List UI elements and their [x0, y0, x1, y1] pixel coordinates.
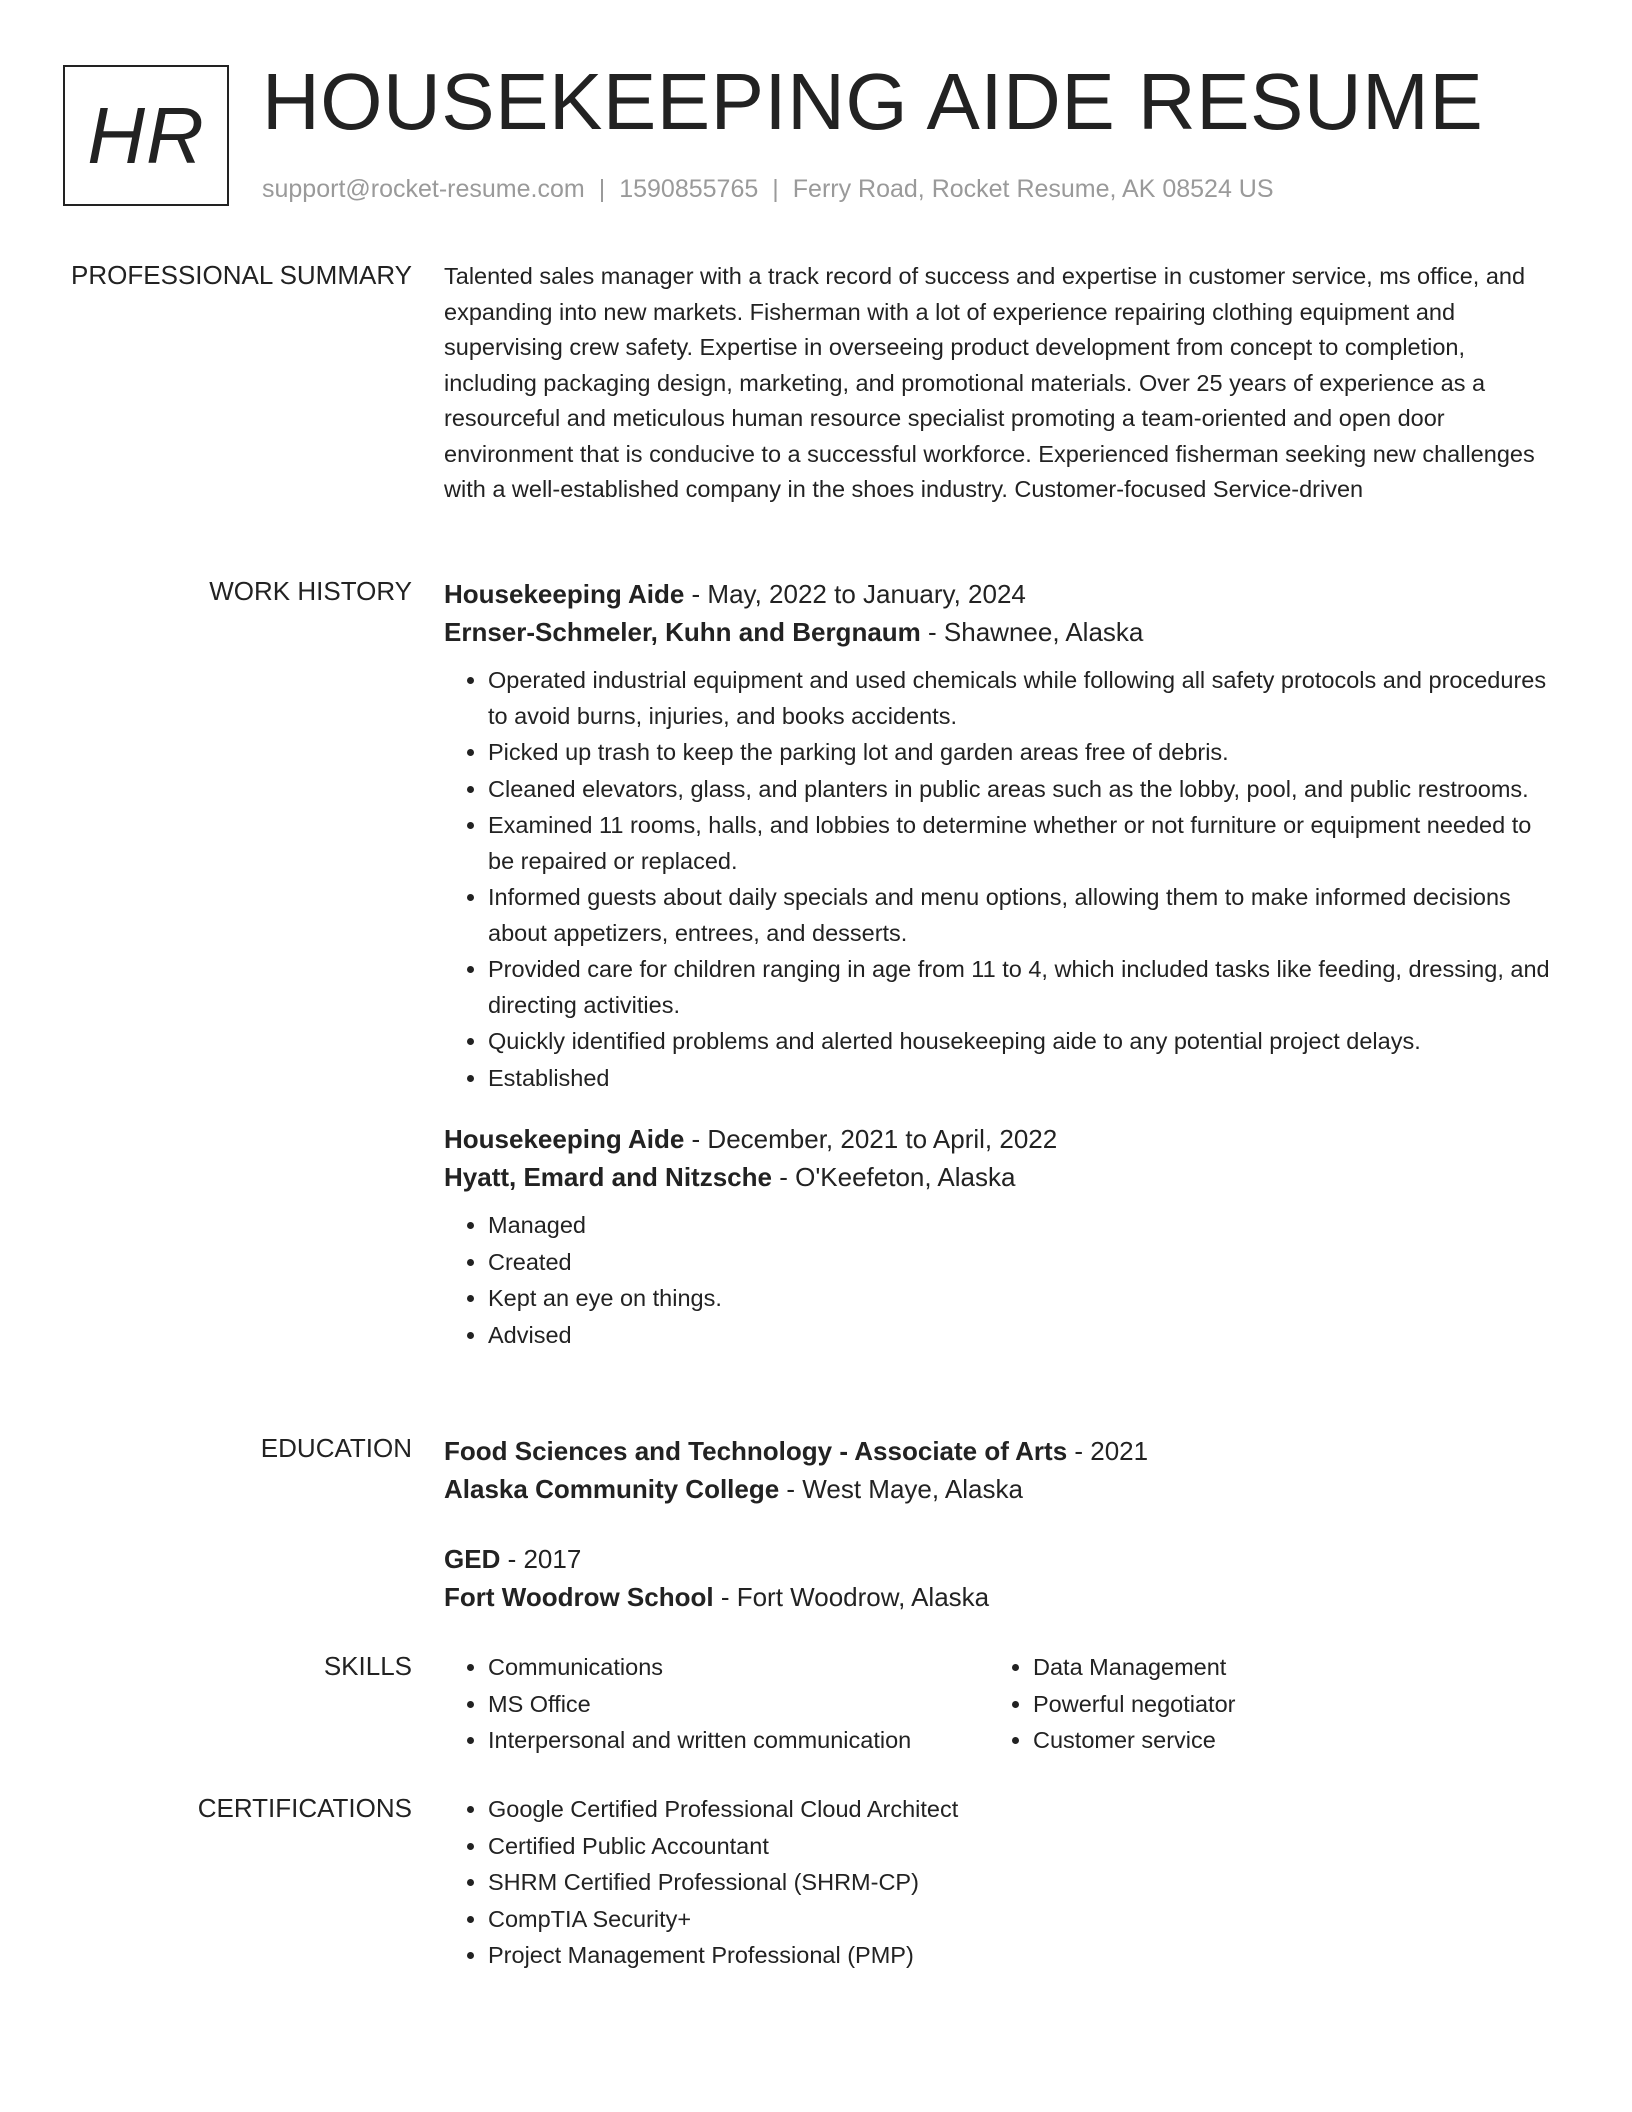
summary-text: Talented sales manager with a track record of success and expertise in customer service, ms office, and expanding into new markets. Fisherman with a lot of experience repairing clothing equipment and supervising crew safety. Expertise in overseeing product development from concept to completion, including packaging design, marketing, and promotional materials. Over 25 years of experience as a resourceful and meticulous human resource specialist promoting a team-oriented and open door environment that is conducive to a successful workforce. Experienced fisherman seeking new challenges with a well-established company in the shoes industry. Customer-focused Service-driven — [444, 263, 1535, 502]
education-school: Fort Woodrow School — [444, 1582, 714, 1612]
skills-list — [989, 1650, 1235, 1759]
contact-line — [262, 174, 1274, 204]
work-history-body — [444, 575, 1556, 1354]
job-location: - Shawnee, Alaska — [920, 617, 1144, 647]
job-title-line — [444, 575, 1556, 613]
summary-body — [444, 259, 1556, 508]
education-location: - West Maye, Alaska — [779, 1474, 1023, 1504]
education-entry — [444, 1540, 1556, 1616]
monogram-logo: HR — [63, 65, 229, 206]
job-bullet: • Informed guests about daily specials and menu options, allowing them to make informed decisions about appetizers, entrees, and desserts. — [488, 880, 1556, 951]
section-label-work-history: WORK HISTORY — [209, 576, 412, 606]
job-bullet: • Examined 11 rooms, halls, and lobbies to determine whether or not furniture or equipment needed to be repaired or replaced. — [488, 808, 1556, 879]
skills-column — [989, 1650, 1235, 1760]
certification-item: • Project Management Professional (PMP) — [488, 1938, 1556, 1974]
skill-item: • Customer service — [1033, 1723, 1235, 1759]
education-school-line — [444, 1578, 1556, 1616]
certifications-list — [444, 1792, 1556, 1974]
contact-email[interactable]: support@rocket-resume.com — [262, 175, 585, 203]
education-location: - Fort Woodrow, Alaska — [713, 1582, 990, 1612]
education-school-line — [444, 1470, 1556, 1508]
job-dates: - December, 2021 to April, 2022 — [684, 1124, 1058, 1154]
skill-item: • MS Office — [488, 1687, 989, 1723]
job-bullets — [444, 663, 1556, 1096]
section-label-education: EDUCATION — [260, 1433, 412, 1463]
job-bullet: • Provided care for children ranging in age from 11 to 4, which included tasks like feeding, dressing, and directing activities. — [488, 952, 1556, 1023]
job-bullet: • Picked up trash to keep the parking lot and garden areas free of debris. — [488, 735, 1556, 771]
job-bullet: • Managed — [488, 1208, 1556, 1244]
job-bullet: • Advised — [488, 1318, 1556, 1354]
job-bullet: • Cleaned elevators, glass, and planters in public areas such as the lobby, pool, and public restrooms. — [488, 772, 1556, 808]
contact-separator: | — [598, 175, 606, 203]
certification-item: • Certified Public Accountant — [488, 1829, 1556, 1865]
education-degree-line — [444, 1540, 1556, 1578]
education-year: - 2021 — [1067, 1436, 1149, 1466]
education-entry — [444, 1432, 1556, 1508]
skill-item: • Powerful negotiator — [1033, 1687, 1235, 1723]
education-degree: GED — [444, 1544, 501, 1574]
skills-column — [444, 1650, 989, 1760]
job-location: - O'Keefeton, Alaska — [771, 1162, 1016, 1192]
job-dates: - May, 2022 to January, 2024 — [684, 579, 1026, 609]
job-bullet: • Kept an eye on things. — [488, 1281, 1556, 1317]
contact-phone: 1590855765 — [619, 175, 759, 203]
job-company: Hyatt, Emard and Nitzsche — [444, 1162, 772, 1192]
resume-title: HOUSEKEEPING AIDE RESUME — [262, 57, 1484, 146]
section-label-certifications: CERTIFICATIONS — [197, 1793, 412, 1823]
skills-list — [444, 1650, 989, 1759]
education-school: Alaska Community College — [444, 1474, 780, 1504]
skill-item: • Interpersonal and written communication — [488, 1723, 989, 1759]
certification-item: • Google Certified Professional Cloud Architect — [488, 1792, 1556, 1828]
education-year: - 2017 — [500, 1544, 582, 1574]
job-bullet: • Established — [488, 1061, 1556, 1097]
certification-item: • SHRM Certified Professional (SHRM-CP) — [488, 1865, 1556, 1901]
job-bullets — [444, 1208, 1556, 1353]
contact-address: Ferry Road, Rocket Resume, AK 08524 US — [792, 175, 1274, 203]
job-company-line — [444, 613, 1556, 651]
job-bullet: • Operated industrial equipment and used chemicals while following all safety protocols and procedures to avoid burns, injuries, and books accidents. — [488, 663, 1556, 734]
section-label-summary: PROFESSIONAL SUMMARY — [71, 260, 412, 290]
education-body — [444, 1432, 1556, 1616]
certification-item: • CompTIA Security+ — [488, 1902, 1556, 1938]
certifications-body — [444, 1792, 1556, 1975]
job-title-line — [444, 1120, 1556, 1158]
job-title: Housekeeping Aide — [444, 579, 685, 609]
job-bullet: • Created — [488, 1245, 1556, 1281]
job-title: Housekeeping Aide — [444, 1124, 685, 1154]
job-company-line — [444, 1158, 1556, 1196]
job-bullet: • Quickly identified problems and alerted housekeeping aide to any potential project delays. — [488, 1024, 1556, 1060]
section-label-skills: SKILLS — [323, 1651, 412, 1681]
job-entry — [444, 1120, 1556, 1353]
skill-item: • Data Management — [1033, 1650, 1235, 1686]
skills-body — [444, 1650, 1556, 1760]
skill-item: • Communications — [488, 1650, 989, 1686]
job-entry — [444, 575, 1556, 1096]
job-company: Ernser-Schmeler, Kuhn and Bergnaum — [444, 617, 921, 647]
education-degree: Food Sciences and Technology - Associate of Arts — [444, 1436, 1068, 1466]
contact-separator: | — [772, 175, 779, 203]
education-degree-line — [444, 1432, 1556, 1470]
